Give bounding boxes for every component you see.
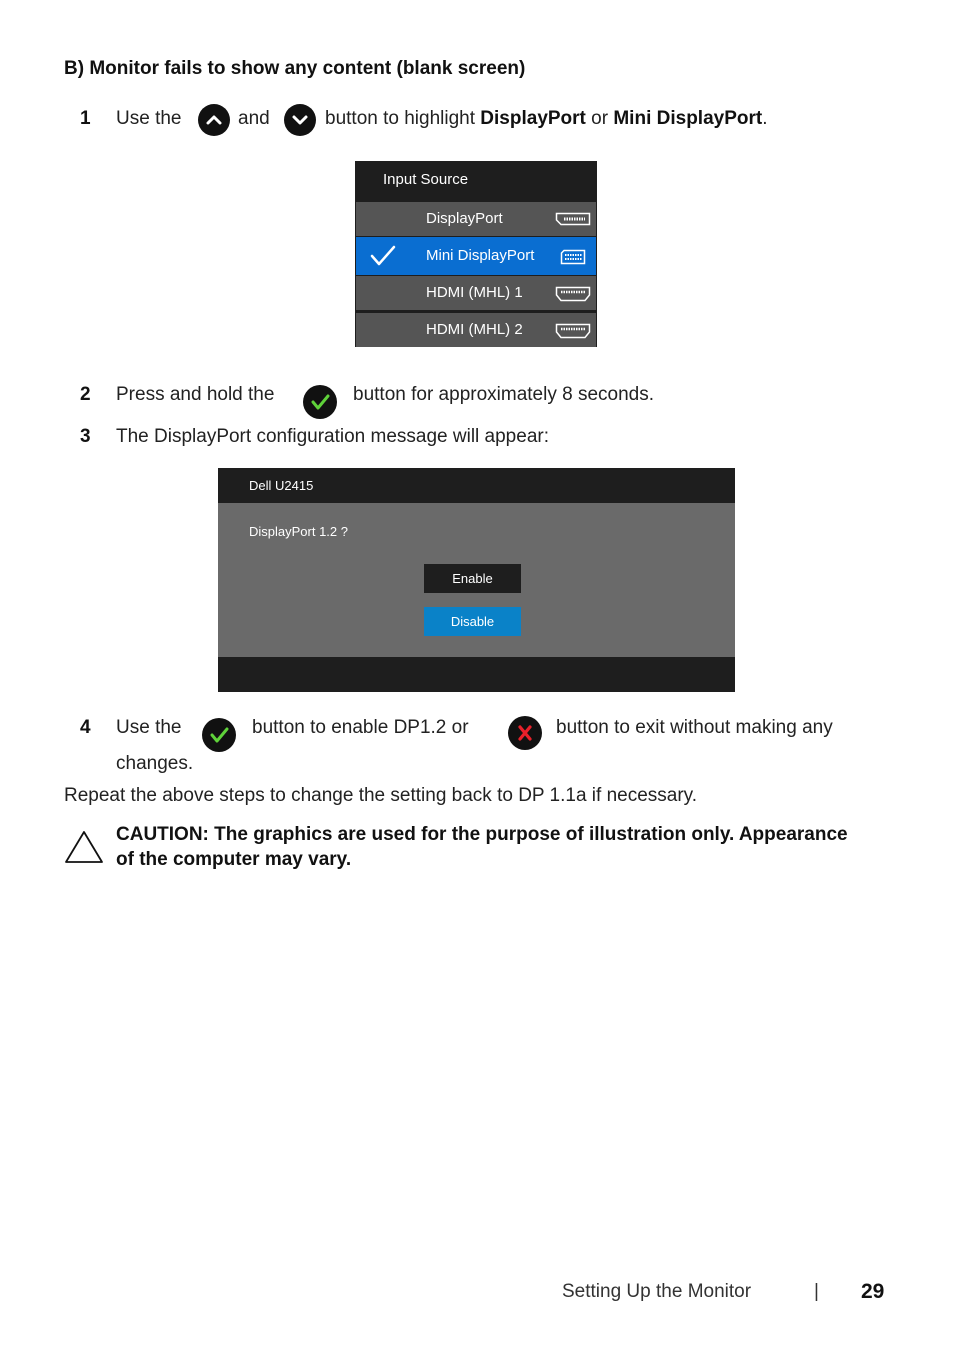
menu-item-label: Mini DisplayPort: [426, 247, 535, 264]
menu-item-hdmi-mhl-2[interactable]: [356, 313, 596, 347]
step4-continuation: changes.: [116, 753, 194, 774]
caution-line-2: of the computer may vary.: [116, 849, 352, 870]
step2-after: button for approximately 8 seconds.: [353, 384, 655, 405]
step-number-2: 2: [80, 384, 91, 405]
step1-option-displayport: DisplayPort: [480, 108, 586, 129]
menu-item-label: HDMI (MHL) 2: [426, 321, 523, 338]
displayport-connector-icon: [555, 212, 591, 226]
check-button-icon: [202, 718, 236, 752]
input-source-menu: [355, 161, 597, 347]
step1-option-mini-displayport: Mini DisplayPort: [613, 108, 763, 129]
input-source-title: Input Source: [383, 171, 469, 188]
step-number-4: 4: [80, 717, 91, 738]
hdmi-connector-icon: [555, 323, 591, 339]
menu-item-label: DisplayPort: [426, 210, 503, 227]
page-number: 29: [861, 1280, 885, 1303]
step4-after: button to exit without making any: [556, 717, 833, 738]
footer-section-title: Setting Up the Monitor: [562, 1281, 752, 1302]
step4-use-the: Use the: [116, 717, 182, 738]
step-number-3: 3: [80, 426, 91, 447]
up-arrow-button-icon: [198, 104, 230, 136]
dialog-question: DisplayPort 1.2 ?: [249, 524, 348, 539]
mini-displayport-connector-icon: [560, 249, 586, 265]
step1-and: and: [238, 108, 270, 129]
caution-line-1: CAUTION: The graphics are used for the purpose of illustration only. Appearance: [116, 824, 848, 845]
selected-check-icon: [370, 244, 396, 268]
dialog-footer-bar: [218, 657, 735, 692]
step1-period: .: [762, 108, 768, 129]
enable-button[interactable]: Enable: [424, 564, 521, 593]
step4-middle: button to enable DP1.2 or: [252, 717, 469, 738]
menu-item-hdmi-mhl-1[interactable]: [356, 276, 596, 310]
down-arrow-button-icon: [284, 104, 316, 136]
displayport-config-dialog: [218, 468, 735, 692]
step1-use-the: Use the: [116, 108, 182, 129]
step3-text: The DisplayPort configuration message will appear:: [116, 426, 549, 447]
caution-triangle-icon: [64, 830, 104, 864]
dialog-title-bar: [218, 468, 735, 503]
repeat-instruction: Repeat the above steps to change the setting back to DP 1.1a if necessary.: [64, 785, 698, 806]
step-number-1: 1: [80, 108, 91, 129]
step1-button-to-highlight: button to highlight: [325, 108, 476, 129]
menu-item-displayport[interactable]: [356, 202, 596, 236]
exit-button-icon: [508, 716, 542, 750]
dialog-title: Dell U2415: [249, 478, 314, 493]
step2-before: Press and hold the: [116, 384, 275, 405]
step1-or: or: [591, 108, 609, 129]
menu-item-mini-displayport[interactable]: [356, 237, 596, 275]
hdmi-connector-icon: [555, 286, 591, 302]
menu-item-label: HDMI (MHL) 1: [426, 284, 523, 301]
disable-button[interactable]: Disable: [424, 607, 521, 636]
step1-instruction: [325, 108, 768, 130]
footer-separator: |: [814, 1281, 819, 1302]
section-heading: B) Monitor fails to show any content (blank screen): [64, 58, 526, 79]
check-button-icon: [303, 385, 337, 419]
